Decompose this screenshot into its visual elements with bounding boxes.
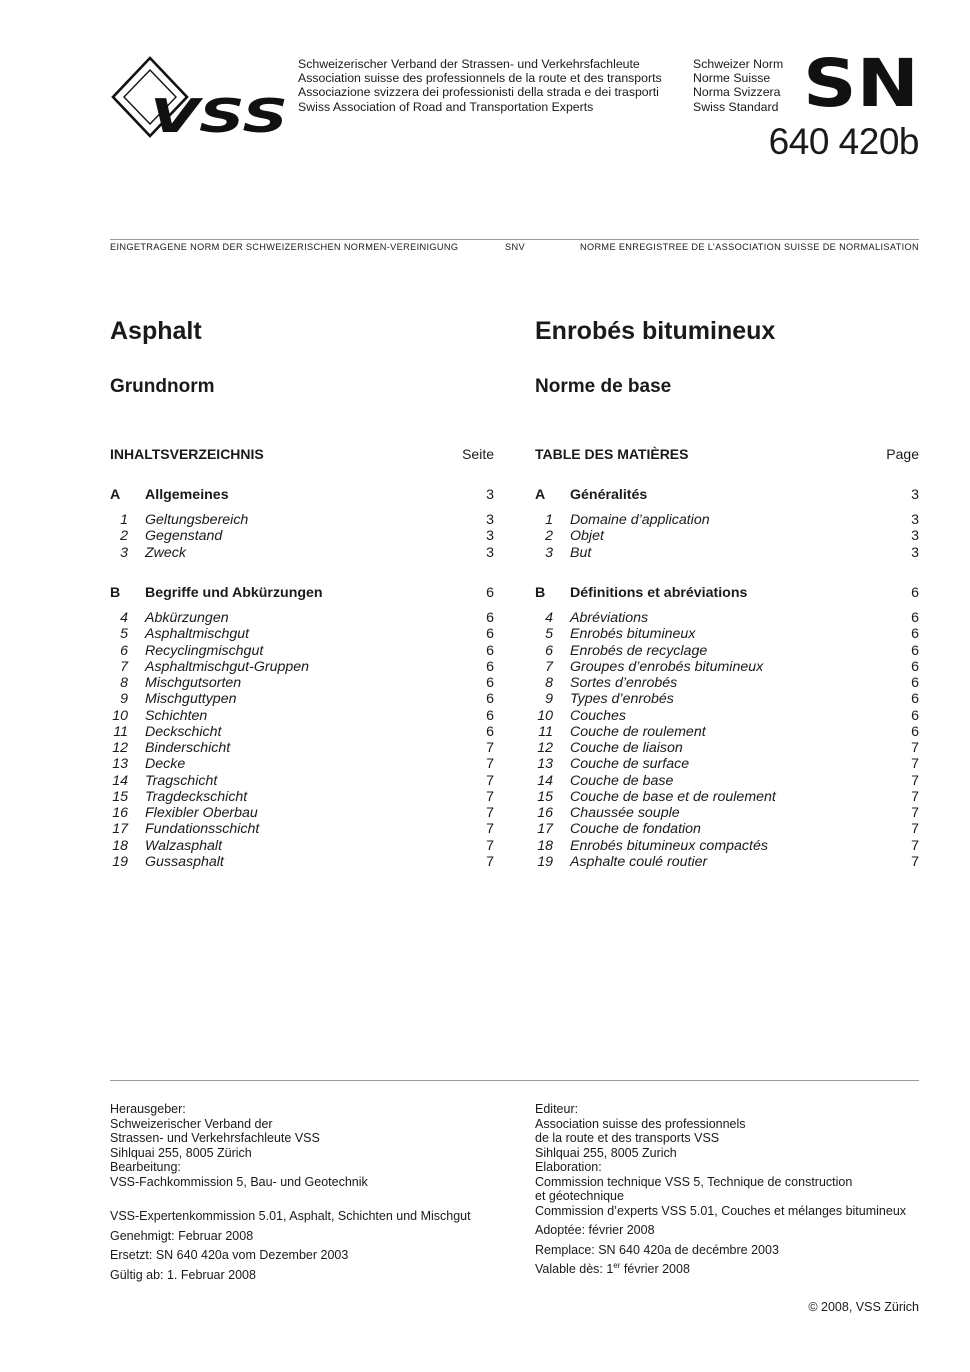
toc-item — [110, 740, 494, 756]
toc-item — [535, 545, 919, 561]
item-number: 10 — [537, 707, 553, 724]
toc-item — [110, 838, 494, 854]
item-page: 6 — [486, 675, 494, 691]
item-page: 6 — [486, 642, 494, 659]
title-fr: Enrobés bitumineux — [535, 317, 776, 345]
toc-section-b — [110, 585, 494, 603]
item-page: 7 — [486, 740, 494, 756]
item-page: 6 — [911, 610, 919, 626]
item-title: Abkürzungen — [145, 610, 229, 626]
item-number: 7 — [545, 658, 553, 675]
item-page: 6 — [911, 626, 919, 643]
item-number: 4 — [545, 610, 553, 626]
item-title: Flexibler Oberbau — [145, 805, 258, 821]
editing-label-de: Bearbeitung: — [110, 1160, 181, 1174]
toc-item — [535, 708, 919, 724]
item-number: 15 — [537, 788, 553, 805]
item-number: 11 — [113, 723, 128, 740]
expert-commission-fr: Commission d’experts VSS 5.01, Couches et mélanges bitumineux — [535, 1203, 907, 1218]
item-page: 7 — [911, 788, 919, 805]
sn-logo-text: SN — [803, 56, 919, 108]
section-title: Begriffe und Abkürzungen — [145, 585, 323, 601]
toc-item — [110, 610, 494, 626]
section-title: Définitions et abréviations — [570, 585, 748, 601]
item-number: 13 — [537, 756, 553, 773]
toc-item — [110, 789, 494, 805]
valid-sup-fr: er — [613, 1261, 621, 1270]
title-de: Asphalt — [110, 317, 202, 345]
item-page: 6 — [911, 675, 919, 691]
item-title: Recyclingmischgut — [145, 642, 264, 659]
item-number: 16 — [537, 805, 553, 821]
item-page: 6 — [911, 691, 919, 708]
association-it: Associazione svizzera dei professionisti della strada e dei trasporti — [298, 85, 659, 100]
item-number: 3 — [120, 544, 128, 561]
item-page: 3 — [911, 512, 919, 528]
norm-name-de: Schweizer Norm — [693, 57, 784, 71]
item-page: 7 — [486, 772, 494, 789]
toc-label-fr: TABLE DES MATIÈRES — [535, 446, 689, 462]
section-page: 3 — [911, 487, 919, 503]
toc-item — [110, 854, 494, 870]
toc-item — [110, 528, 494, 544]
item-page: 7 — [911, 772, 919, 789]
toc-header-de — [110, 446, 494, 462]
toc-item — [535, 724, 919, 740]
item-number: 17 — [112, 821, 128, 838]
toc-item — [110, 805, 494, 821]
item-page: 6 — [486, 707, 494, 724]
item-number: 19 — [537, 853, 553, 870]
item-title: Asphalte coulé routier — [570, 853, 708, 870]
approved-de: Genehmigt: Februar 2008 — [110, 1228, 254, 1243]
toc-item — [535, 821, 919, 837]
item-number: 15 — [112, 788, 128, 805]
item-page: 7 — [486, 805, 494, 821]
registration-snv: SNV — [505, 242, 525, 252]
toc-header-fr — [535, 446, 919, 462]
registration-fr: NORME ENREGISTREE DE L’ASSOCIATION SUISSE DE NORMALISATION — [579, 242, 919, 252]
item-title: Domaine d’application — [570, 512, 710, 528]
association-en: Swiss Association of Road and Transportation Experts — [298, 99, 594, 114]
item-title: Deckschicht — [145, 723, 222, 740]
toc-item — [535, 528, 919, 544]
item-number: 11 — [538, 723, 553, 740]
copyright: © 2008, VSS Zürich — [808, 1300, 919, 1314]
item-page: 6 — [486, 610, 494, 626]
publisher-label-de: Herausgeber: — [110, 1102, 186, 1116]
item-title: Objet — [570, 528, 604, 545]
item-number: 2 — [120, 528, 128, 545]
item-title: Couches — [570, 707, 626, 724]
toc-item — [535, 773, 919, 789]
section-title: Généralités — [570, 487, 648, 503]
item-title: Decke — [145, 756, 186, 773]
item-number: 5 — [120, 626, 128, 643]
item-number: 19 — [112, 853, 128, 870]
toc-item — [535, 626, 919, 642]
norm-name-it: Norma Svizzera — [693, 85, 781, 100]
item-title: Binderschicht — [145, 740, 231, 756]
item-number: 9 — [120, 691, 128, 708]
registration-rule — [110, 239, 919, 240]
item-page: 6 — [486, 723, 494, 740]
association-names — [298, 57, 662, 114]
item-number: 9 — [545, 691, 553, 708]
footer-de — [110, 1102, 510, 1282]
toc-section-b — [535, 585, 919, 603]
toc-item — [110, 675, 494, 691]
item-page: 6 — [911, 723, 919, 740]
item-title: Couche de base — [570, 772, 674, 789]
publisher-line-de: Schweizerischer Verband der — [110, 1116, 273, 1131]
publisher-address-fr: Sihlquai 255, 8005 Zurich — [535, 1145, 677, 1160]
section-letter: B — [535, 585, 546, 601]
toc-item — [110, 643, 494, 659]
toc-item — [535, 805, 919, 821]
item-page: 7 — [486, 756, 494, 773]
item-number: 8 — [120, 675, 128, 691]
logo-text: VSS — [150, 89, 288, 138]
footer-fr — [535, 1102, 935, 1277]
toc-label-de: INHALTSVERZEICHNIS — [110, 446, 264, 462]
norm-names — [693, 57, 783, 114]
publisher-address-de: Sihlquai 255, 8005 Zürich — [110, 1145, 252, 1160]
toc-item — [535, 610, 919, 626]
toc-item — [535, 643, 919, 659]
toc-item — [535, 838, 919, 854]
item-page: 7 — [486, 788, 494, 805]
association-de: Schweizerischer Verband der Strassen- und Verkehrsfachleute — [298, 57, 640, 71]
item-number: 10 — [112, 707, 128, 724]
section-letter: A — [110, 487, 121, 503]
item-number: 1 — [120, 512, 128, 528]
item-page: 7 — [911, 853, 919, 870]
toc-item — [535, 740, 919, 756]
item-title: Fundationsschicht — [145, 821, 260, 838]
item-number: 5 — [545, 626, 553, 643]
item-title: Tragschicht — [145, 772, 218, 789]
toc-item — [535, 691, 919, 707]
item-title: Gussasphalt — [145, 853, 224, 870]
item-page: 7 — [911, 837, 919, 854]
item-title: Couche de fondation — [570, 821, 701, 838]
item-number: 8 — [545, 675, 553, 691]
replaces-de: Ersetzt: SN 640 420a vom Dezember 2003 — [110, 1248, 349, 1262]
item-page: 6 — [911, 707, 919, 724]
item-number: 6 — [120, 642, 128, 659]
item-title: Asphaltmischgut-Gruppen — [145, 658, 310, 675]
toc-section-a — [110, 487, 494, 505]
item-number: 2 — [545, 528, 553, 545]
item-number: 12 — [537, 740, 553, 756]
item-page: 7 — [911, 756, 919, 773]
toc-section-a — [535, 487, 919, 505]
item-title: Enrobés de recyclage — [570, 642, 708, 659]
norm-name-fr: Norme Suisse — [693, 71, 771, 86]
item-number: 6 — [545, 642, 553, 659]
sn-logo — [803, 56, 919, 108]
item-title: Mischguttypen — [145, 691, 237, 708]
item-page: 6 — [911, 642, 919, 659]
toc-item — [110, 626, 494, 642]
item-page: 7 — [911, 740, 919, 756]
item-title: Enrobés bitumineux compactés — [570, 837, 768, 854]
item-title: Couche de liaison — [570, 740, 683, 756]
association-fr: Association suisse des professionnels de la route et des transports — [298, 71, 662, 86]
publisher-label-fr: Editeur: — [535, 1102, 579, 1116]
item-page: 3 — [486, 544, 494, 561]
editing-label-fr: Elaboration: — [535, 1160, 602, 1174]
item-title: Gegenstand — [145, 528, 223, 545]
item-title: Mischgutsorten — [145, 675, 242, 691]
toc-item — [110, 773, 494, 789]
item-title: But — [570, 544, 592, 561]
editing-line-fr: Commission technique VSS 5, Technique de construction — [535, 1174, 853, 1189]
expert-commission-de: VSS-Expertenkommission 5.01, Asphalt, Schichten und Mischgut — [110, 1209, 471, 1223]
valid-prefix-fr: Valable dès: 1 — [535, 1262, 614, 1276]
section-page: 6 — [911, 585, 919, 601]
valid-from-de: Gültig ab: 1. Februar 2008 — [110, 1267, 256, 1282]
item-title: Sortes d’enrobés — [570, 675, 678, 691]
toc-item — [110, 708, 494, 724]
item-title: Geltungsbereich — [145, 512, 249, 528]
item-number: 13 — [112, 756, 128, 773]
item-page: 7 — [486, 821, 494, 838]
subtitle-de: Grundnorm — [110, 376, 215, 397]
item-title: Groupes d’enrobés bitumineux — [570, 658, 764, 675]
item-title: Tragdeckschicht — [145, 788, 248, 805]
section-page: 3 — [486, 487, 494, 503]
item-page: 7 — [911, 805, 919, 821]
item-number: 14 — [112, 772, 128, 789]
vss-logo — [110, 56, 292, 138]
item-number: 18 — [537, 837, 553, 854]
publisher-line-de: Strassen- und Verkehrsfachleute VSS — [110, 1131, 320, 1145]
standard-number: 640 420b — [768, 121, 919, 162]
replaces-fr: Remplace: SN 640 420a de decémbre 2003 — [535, 1242, 779, 1257]
toc-item — [535, 659, 919, 675]
toc-item — [110, 821, 494, 837]
item-title: Schichten — [145, 707, 208, 724]
item-page: 6 — [486, 658, 494, 675]
item-title: Enrobés bitumineux — [570, 626, 696, 643]
item-page: 7 — [486, 853, 494, 870]
section-title: Allgemeines — [145, 487, 229, 503]
publisher-line-fr: Association suisse des professionnels — [535, 1116, 746, 1131]
section-page: 6 — [486, 585, 494, 601]
approved-fr: Adoptée: février 2008 — [535, 1223, 655, 1237]
item-title: Couche de roulement — [570, 723, 706, 740]
item-page: 3 — [911, 544, 919, 561]
item-number: 3 — [545, 544, 553, 561]
page-label-de: Seite — [462, 446, 494, 462]
toc-item — [535, 756, 919, 772]
footer-rule — [110, 1080, 919, 1081]
editing-line-de: VSS-Fachkommission 5, Bau- und Geotechnik — [110, 1174, 368, 1189]
item-page: 7 — [911, 821, 919, 838]
item-number: 12 — [112, 740, 128, 756]
item-page: 3 — [486, 528, 494, 545]
item-title: Abréviations — [570, 610, 649, 626]
item-title: Walzasphalt — [145, 837, 223, 854]
item-page: 6 — [486, 691, 494, 708]
toc-item — [110, 545, 494, 561]
item-title: Chaussée souple — [570, 805, 680, 821]
toc-item — [110, 724, 494, 740]
toc-item — [110, 512, 494, 528]
item-title: Couche de base et de roulement — [570, 788, 776, 805]
toc-item — [110, 756, 494, 772]
registration-de: EINGETRAGENE NORM DER SCHWEIZERISCHEN NORMEN-VEREINIGUNG — [110, 242, 459, 252]
editing-line-fr: et géotechnique — [535, 1189, 624, 1203]
section-letter: B — [110, 585, 121, 601]
item-number: 7 — [120, 658, 128, 675]
item-title: Asphaltmischgut — [145, 626, 250, 643]
item-number: 18 — [112, 837, 128, 854]
publisher-line-fr: de la route et des transports VSS — [535, 1131, 720, 1145]
page-label-fr: Page — [886, 446, 919, 462]
section-letter: A — [535, 487, 546, 503]
valid-suffix-fr: février 2008 — [620, 1262, 690, 1276]
toc-item — [535, 854, 919, 870]
item-page: 3 — [911, 528, 919, 545]
toc-item — [110, 659, 494, 675]
item-number: 17 — [537, 821, 553, 838]
item-title: Couche de surface — [570, 756, 690, 773]
item-number: 4 — [120, 610, 128, 626]
item-number: 16 — [112, 805, 128, 821]
toc-item — [535, 675, 919, 691]
item-page: 6 — [486, 626, 494, 643]
item-title: Zweck — [145, 544, 186, 561]
item-title: Types d’enrobés — [570, 691, 674, 708]
valid-from-fr — [535, 1262, 935, 1277]
item-page: 7 — [486, 837, 494, 854]
item-page: 6 — [911, 658, 919, 675]
toc-item — [110, 691, 494, 707]
toc-item — [535, 789, 919, 805]
item-page: 3 — [486, 512, 494, 528]
item-number: 14 — [537, 772, 553, 789]
norm-name-en: Swiss Standard — [693, 99, 779, 114]
toc-item — [535, 512, 919, 528]
subtitle-fr: Norme de base — [535, 376, 672, 397]
item-number: 1 — [545, 512, 553, 528]
